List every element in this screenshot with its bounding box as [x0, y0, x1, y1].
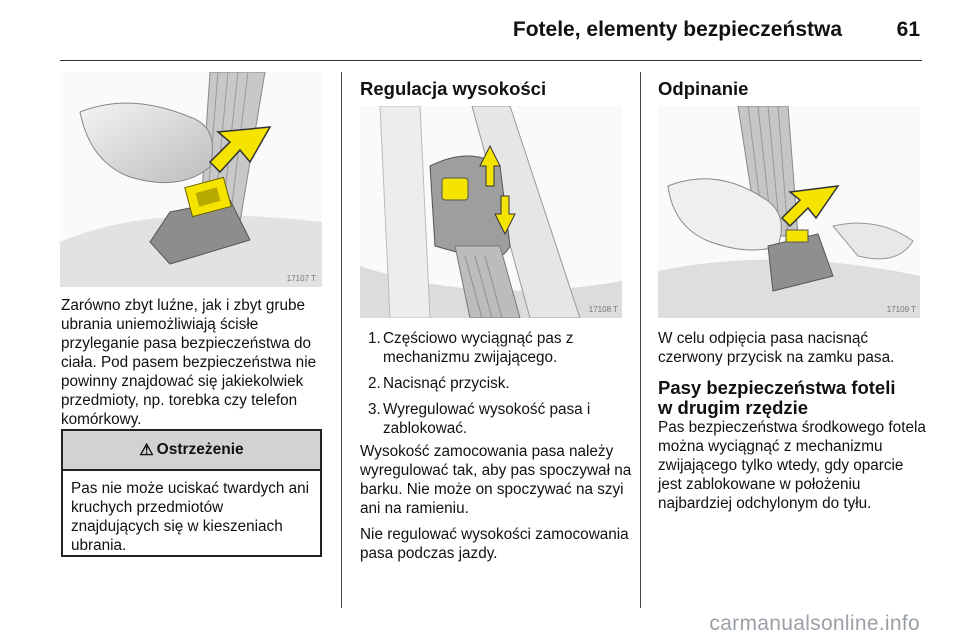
no-adjust-paragraph: Nie regulować wysokości zamocowania pasa podczas jazdy. — [360, 526, 629, 562]
heading-unbuckle: Odpinanie — [658, 78, 749, 99]
illustration-unbuckle — [658, 106, 920, 318]
step-1: 1. Częściowo wyciągnąć pas z mechanizmu zwijającego. — [368, 330, 574, 366]
col2-heading-wrap — [360, 78, 630, 100]
unbuckle-paragraph: W celu odpięcia pasa nacisnąć czerwony przycisk na zamku pasa. — [658, 330, 895, 366]
rear-belts-paragraph: Pas bezpieczeństwa środkowego fotela można wyciągnąć z mechanizmu zwijającego tylko wtedy, gdy oparcie jest zablokowane w położeniu najbardziej odchylonym do tyłu. — [658, 419, 926, 512]
illustration-height-adjuster — [360, 106, 622, 318]
col3-text — [658, 329, 930, 513]
page-number: 61 — [896, 18, 920, 41]
illustration-belt-buckle — [60, 72, 322, 287]
col3-heading-wrap — [658, 78, 928, 100]
heading-rear-belts-line1: Pasy bezpieczeństwa foteli — [658, 377, 896, 398]
warning-box — [61, 429, 322, 557]
warning-icon: ⚠ — [139, 442, 154, 459]
figure-code: 17108 T — [588, 305, 618, 314]
height-paragraph: Wysokość zamocowania pasa należy wyregulować tak, aby pas spoczywał na barku. Nie może on spoczywać na szyi ani na ramieniu. — [360, 443, 632, 517]
warning-title: Ostrzeżenie — [156, 441, 244, 458]
col1-text — [61, 296, 329, 429]
column-divider-1 — [341, 72, 342, 608]
heading-height-adjust: Regulacja wysokości — [360, 78, 547, 99]
step-3: 3. Wyregulować wysokość pasa i zablokować. — [368, 401, 591, 437]
warning-header — [63, 431, 320, 471]
warning-text: Pas nie może uciskać twardych ani kruchych przedmiotów znajdujących się w kieszeniach ubrania. — [71, 480, 310, 554]
figure-code: 17109 T — [886, 305, 916, 314]
heading-rear-belts-line2: w drugim rzędzie — [658, 397, 809, 418]
page-header — [0, 0, 960, 60]
clothing-paragraph: Zarówno zbyt luźne, jak i zbyt grube ubrania uniemożliwiają ścisłe przyleganie pasa bezpieczeństwa do ciała. Pod pasem bezpieczeństwa nie powinny znajdować się jakiekolwiek przedmioty, np. torebka czy telefon komórkowy. — [61, 297, 317, 428]
header-rule — [60, 60, 922, 61]
figure-code: 17107 T — [286, 274, 316, 283]
page-title: Fotele, elementy bezpieczeństwa — [512, 18, 842, 41]
col2-steps — [360, 329, 632, 563]
step-2: 2. Nacisnąć przycisk. — [368, 375, 510, 392]
column-divider-2 — [640, 72, 641, 608]
watermark: carmanualsonline.info — [709, 612, 920, 635]
